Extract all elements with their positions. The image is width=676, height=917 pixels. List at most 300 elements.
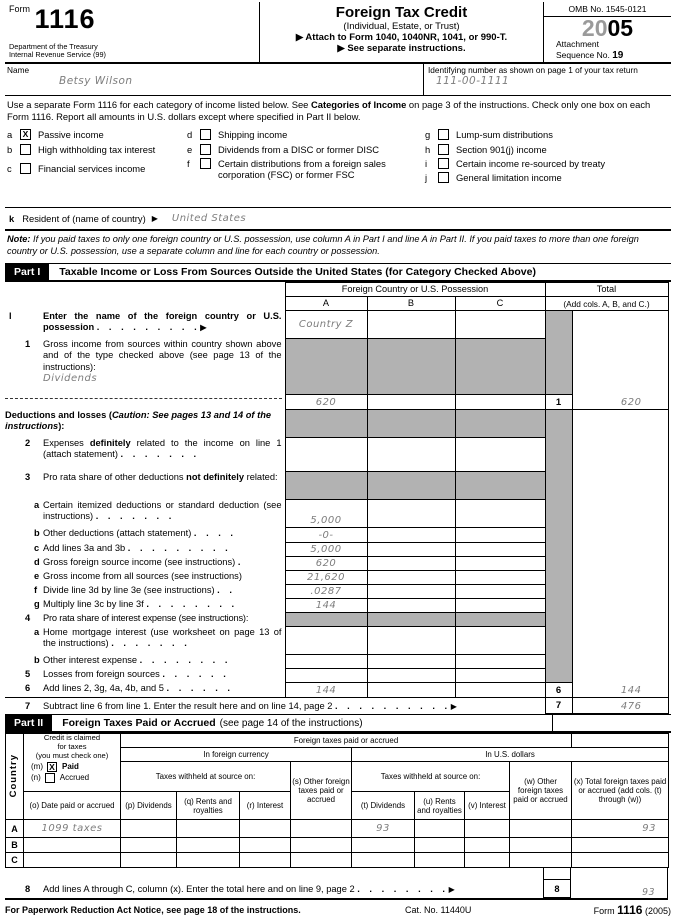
category-d-checkbox[interactable] xyxy=(200,129,211,140)
row-a-col-x[interactable] xyxy=(572,820,669,838)
category-i-letter: i xyxy=(425,158,428,169)
category-a-letter: a xyxy=(7,129,13,141)
line-3a-letter: a xyxy=(34,499,40,510)
category-d-label: Shipping income xyxy=(218,129,288,141)
line-4a-letter: a xyxy=(34,626,40,637)
catalog-number: Cat. No. 11440U xyxy=(405,905,472,916)
line-3b-letter: b xyxy=(34,527,40,538)
line-1-dashed-rule xyxy=(5,397,282,399)
line-1-total-value: 620 xyxy=(620,397,642,409)
deductions-heading-caution: Caution: See pages 13 and 14 of the instructions xyxy=(5,409,272,432)
line-2-col-c[interactable] xyxy=(455,438,545,472)
line-7-total-value: 476 xyxy=(620,701,642,713)
row-a-date-paid-value: 1099 taxes xyxy=(41,823,103,835)
line-8 xyxy=(5,879,668,900)
omb-block xyxy=(543,2,671,62)
form-title-block xyxy=(260,2,543,62)
line-1-desc xyxy=(5,339,285,395)
line-3e-col-a-value: 21,620 xyxy=(307,572,345,584)
line-3-heading xyxy=(5,472,285,500)
line-7-number: 7 xyxy=(25,700,31,711)
category-g-checkbox[interactable] xyxy=(438,129,449,140)
line-3d-desc xyxy=(5,557,285,571)
withheld-us-header: Taxes withheld at source on: xyxy=(352,762,510,792)
name-label: Name xyxy=(7,65,30,75)
line-3d-text: Gross foreign source income (see instructions) xyxy=(43,556,236,567)
deductions-heading-close: ): xyxy=(58,421,65,432)
line-3c-col-a[interactable] xyxy=(285,543,367,557)
category-g xyxy=(423,129,671,140)
line-8-total-value: 93 xyxy=(642,887,655,899)
line-1-col-a-value: 620 xyxy=(315,397,337,409)
line-6-desc xyxy=(5,683,285,698)
form-footer-year: (2005) xyxy=(644,906,671,917)
line-k xyxy=(5,207,671,231)
line-4a-text: Home mortgage interest (use worksheet on page 13 of the instructions) xyxy=(43,626,282,649)
line-3d-dots: . xyxy=(237,556,242,567)
line-3b-dots: . . . . xyxy=(193,527,234,538)
line-4a-dots: . . . . . . . xyxy=(111,638,188,649)
line-6-number: 6 xyxy=(25,682,31,693)
line-6-box: 6 xyxy=(545,683,572,698)
form-footer-id xyxy=(535,903,671,917)
line-3e-col-c[interactable] xyxy=(455,571,545,585)
line-3g-col-b[interactable] xyxy=(367,599,455,613)
category-j xyxy=(423,172,671,183)
part1-table xyxy=(5,282,669,714)
intro-text-bold: Categories of Income xyxy=(310,99,407,110)
line-2-number: 2 xyxy=(25,437,31,448)
form-number: 1116 xyxy=(34,4,96,34)
paid-label: Paid xyxy=(62,762,79,771)
row-c-col-w[interactable] xyxy=(510,853,572,868)
line-4-number: 4 xyxy=(25,612,31,623)
accrued-label: Accrued xyxy=(59,773,90,782)
row-c-col-p[interactable] xyxy=(121,853,177,868)
total-subheader: (Add cols. A, B, and C.) xyxy=(545,297,668,311)
line-l-col-a-value: Country Z xyxy=(298,318,354,330)
line-1-box: 1 xyxy=(545,395,572,410)
line-6-text: Add lines 2, 3g, 4a, 4b, and 5 xyxy=(43,682,164,693)
line-4b-letter: b xyxy=(34,654,40,665)
category-b-checkbox[interactable] xyxy=(20,144,31,155)
category-b-letter: b xyxy=(7,143,13,155)
line-6-total-value: 144 xyxy=(620,685,642,697)
category-checkboxes xyxy=(5,125,671,207)
category-column-1 xyxy=(5,129,185,205)
line-8-dots: . . . . . . . . xyxy=(357,883,446,894)
line-7-text: Subtract line 6 from line 1. Enter the result here and on line 14, page 2 xyxy=(43,700,333,711)
line-4b-col-c[interactable] xyxy=(455,655,545,669)
line-l-number: l xyxy=(9,310,12,321)
category-g-label: Lump-sum distributions xyxy=(456,129,553,141)
row-a-col-t-value: 93 xyxy=(376,823,390,835)
row-b-col-r[interactable] xyxy=(240,838,291,853)
category-e-letter: e xyxy=(187,143,193,155)
row-c-label: C xyxy=(6,853,24,868)
line-k-value[interactable]: United States xyxy=(171,213,247,225)
form-footer-pre: Form xyxy=(593,906,615,917)
line-3c-col-c[interactable] xyxy=(455,543,545,557)
line-1-number: 1 xyxy=(25,338,31,349)
in-us-dollars-header: In U.S. dollars xyxy=(352,748,669,762)
line-8-total[interactable] xyxy=(571,879,668,898)
line-4a-col-b[interactable] xyxy=(367,627,455,655)
line-2-desc xyxy=(5,438,285,472)
category-a-label: Passive income xyxy=(38,129,104,141)
identifying-number-label: Identifying number as shown on page 1 of your tax return xyxy=(428,65,638,75)
line-1-col-c[interactable] xyxy=(455,395,545,410)
line-3f-letter: f xyxy=(34,584,38,595)
row-a-col-u[interactable] xyxy=(415,820,465,838)
part2-title-note: (see page 14 of the instructions) xyxy=(219,717,363,729)
note-label: Note: xyxy=(7,234,31,245)
line-3a-col-a-value: 5,000 xyxy=(310,515,342,527)
row-a-label: A xyxy=(6,820,24,838)
col-q-header: (q) Rents and royalties xyxy=(177,792,240,820)
category-e-checkbox[interactable] xyxy=(200,144,211,155)
line-8-text: Add lines A through C, column (x). Enter the total here and on line 9, page 2 xyxy=(43,883,355,894)
category-h-label: Section 901(j) income xyxy=(456,143,547,155)
line-1-shaded-b xyxy=(367,339,455,395)
row-a-col-p[interactable] xyxy=(121,820,177,838)
line-3f-text: Divide line 3d by line 3e (see instructions) xyxy=(43,584,215,595)
row-b-col-t[interactable] xyxy=(352,838,415,853)
row-a-date-paid[interactable] xyxy=(24,820,121,838)
line-7-box: 7 xyxy=(545,698,572,714)
line-3c-text: Add lines 3a and 3b xyxy=(43,542,126,553)
category-h-checkbox[interactable] xyxy=(438,144,449,155)
category-c-checkbox[interactable] xyxy=(20,163,31,174)
column-c-header: C xyxy=(455,297,545,311)
line-3a-col-a[interactable] xyxy=(285,500,367,528)
col-w-header: (w) Other foreign taxes paid or accrued xyxy=(510,762,572,820)
line-2-text-1: Expenses xyxy=(43,437,90,448)
line-l-col-b[interactable] xyxy=(367,311,455,339)
attachment-sequence xyxy=(544,40,671,61)
foreign-taxes-span-header: Foreign taxes paid or accrued xyxy=(121,734,572,748)
category-e xyxy=(185,144,423,155)
line-3c-col-b[interactable] xyxy=(367,543,455,557)
form-label: Form xyxy=(9,4,30,14)
line-3c-letter: c xyxy=(34,542,40,553)
line-l-desc xyxy=(5,311,285,339)
column-b-header: B xyxy=(367,297,455,311)
line-4b-col-b[interactable] xyxy=(367,655,455,669)
name-field[interactable] xyxy=(5,64,423,95)
line-l-text: Enter the name of the foreign country or U.S. possession xyxy=(43,310,282,333)
identifying-number-value[interactable]: 111-00-1111 xyxy=(436,75,510,87)
form-subtitle: (Individual, Estate, or Trust) xyxy=(343,21,460,32)
deductions-heading xyxy=(5,410,285,438)
line-3b-col-c[interactable] xyxy=(455,528,545,543)
category-a-checkbox[interactable]: X xyxy=(20,129,31,140)
category-c-letter: c xyxy=(7,163,12,174)
line-2-text-2: related to the income on line 1 (attach statement) xyxy=(43,437,282,460)
column-a-header: A xyxy=(285,297,367,311)
line-3f-desc xyxy=(5,585,285,599)
col-p-header: (p) Dividends xyxy=(121,792,177,820)
category-j-letter: j xyxy=(425,172,428,184)
line-3b-col-a[interactable] xyxy=(285,528,367,543)
line-5-col-a[interactable] xyxy=(285,669,367,683)
tax-year xyxy=(544,17,671,40)
line-3a-col-c[interactable] xyxy=(455,500,545,528)
part1-label: Part I xyxy=(5,264,49,280)
foreign-taxes-span-empty xyxy=(572,734,669,748)
paid-option-letter: (m) xyxy=(31,762,43,771)
line-2-col-a[interactable] xyxy=(285,438,367,472)
deductions-heading-text: Deductions and losses ( xyxy=(5,409,112,420)
line-3a-dots: . . . . . . . xyxy=(95,511,173,522)
category-d xyxy=(185,129,423,140)
category-f-letter: f xyxy=(187,158,190,169)
page-footer xyxy=(5,900,671,917)
row-b-col-x[interactable] xyxy=(572,838,669,853)
line-3f-col-a[interactable] xyxy=(285,585,367,599)
credit-claimed-line2: for taxes xyxy=(57,742,87,752)
line-l-col-a[interactable] xyxy=(285,311,367,339)
identity-row xyxy=(5,64,671,96)
in-foreign-currency-header: In foreign currency xyxy=(121,748,352,762)
row-a-col-w[interactable] xyxy=(510,820,572,838)
col-u-header: (u) Rents and royalties xyxy=(415,792,465,820)
paperwork-notice: For Paperwork Reduction Act Notice, see page 18 of the instructions. xyxy=(5,905,301,916)
tax-year-prefix: 20 xyxy=(581,15,608,41)
see-instruction: ▶ See separate instructions. xyxy=(337,43,466,54)
row-c-col-t[interactable] xyxy=(352,853,415,868)
line-5-col-b[interactable] xyxy=(367,669,455,683)
line-3g-col-c[interactable] xyxy=(455,599,545,613)
line-3f-dots: . . xyxy=(217,584,233,595)
agency-line2: Internal Revenue Service (99) xyxy=(9,50,106,60)
row-a-col-r[interactable] xyxy=(240,820,291,838)
line-3d-col-a-value: 620 xyxy=(315,558,337,570)
name-value[interactable]: Betsy Wilson xyxy=(59,75,133,87)
line-2-col-b[interactable] xyxy=(367,438,455,472)
row-c-col-x[interactable] xyxy=(572,853,669,868)
col-x-header: (x) Total foreign taxes paid or accrued (add cols. (t) through (w)) xyxy=(572,762,669,820)
line-7-dots: . . . . . . . . . . xyxy=(335,700,449,711)
line-3g-text: Multiply line 3c by line 3f xyxy=(43,598,144,609)
category-c xyxy=(5,163,185,174)
category-g-letter: g xyxy=(425,129,431,141)
row-a-col-q[interactable] xyxy=(177,820,240,838)
line-3-text-1: Pro rata share of other deductions xyxy=(43,471,187,482)
line-3d-letter: d xyxy=(34,556,40,567)
part2-label: Part II xyxy=(5,715,52,731)
line-4b-dots: . . . . . . . . xyxy=(139,654,229,665)
col-s-header: (s) Other foreign taxes paid or accrued xyxy=(291,762,352,820)
part2-bar-divider xyxy=(552,715,671,731)
country-row-a xyxy=(6,820,669,838)
category-column-2 xyxy=(185,129,423,205)
line-3f-col-c[interactable] xyxy=(455,585,545,599)
category-a xyxy=(5,129,185,140)
row-c-col-u[interactable] xyxy=(415,853,465,868)
category-c-label: Financial services income xyxy=(38,163,146,174)
line-l-dots: . . . . . . . . . xyxy=(96,322,198,333)
row-c-col-q[interactable] xyxy=(177,853,240,868)
line-3-text-bold: not definitely xyxy=(186,471,245,482)
part2-title: Foreign Taxes Paid or Accrued xyxy=(62,717,216,730)
row-c-col-s[interactable] xyxy=(291,853,352,868)
line-3g-col-a[interactable] xyxy=(285,599,367,613)
line-3d-col-a[interactable] xyxy=(285,557,367,571)
line-k-arrow: ▶ xyxy=(151,214,158,224)
line-1-col-a[interactable] xyxy=(285,395,367,410)
line-3b-desc xyxy=(5,528,285,543)
category-i-checkbox[interactable] xyxy=(438,158,449,169)
withheld-fc-header: Taxes withheld at source on: xyxy=(121,762,291,792)
form-number-block xyxy=(5,2,260,62)
accrued-checkbox[interactable] xyxy=(45,773,55,783)
attach-instruction: ▶ Attach to Form 1040, 1040NR, 1041, or 990-T. xyxy=(295,32,508,43)
credit-claimed-line1: Credit is claimed xyxy=(43,733,101,743)
part1-title: Taxable Income or Loss From Sources Outside the United States (for Category Checked Above) xyxy=(59,266,536,279)
line-2-dots: . . . . . . . xyxy=(120,449,198,460)
row-a-col-s[interactable] xyxy=(291,820,352,838)
line-3a-text: Certain itemized deductions or standard deduction (see instructions) xyxy=(43,499,282,522)
note-paragraph xyxy=(5,231,671,263)
category-column-3 xyxy=(423,129,671,205)
part2-table xyxy=(5,733,669,868)
line-3d-col-b[interactable] xyxy=(367,557,455,571)
line-1-shaded-c xyxy=(455,339,545,395)
category-i-label: Certain income re-sourced by treaty xyxy=(456,158,606,169)
line-l-arrow: ▶ xyxy=(200,323,207,333)
line-3g-col-a-value: 144 xyxy=(315,600,337,612)
category-h xyxy=(423,144,671,155)
credit-claimed-line3: (you must check one) xyxy=(35,750,109,760)
line-4b-text: Other interest expense xyxy=(43,654,138,665)
line-4b-desc xyxy=(5,655,285,669)
line-1-shaded-a xyxy=(285,339,367,395)
line-4b-col-a[interactable] xyxy=(285,655,367,669)
intro-text-2: on page 3 of the instructions. Check only one box on each Form 1116. Report all amounts in U.S. dollars except where specified in Part II below. xyxy=(7,99,651,123)
row-c-col-v[interactable] xyxy=(465,853,510,868)
line-1-total[interactable] xyxy=(572,395,668,410)
line-1-col-b[interactable] xyxy=(367,395,455,410)
line-3d-col-c[interactable] xyxy=(455,557,545,571)
line-3g-letter: g xyxy=(34,598,40,609)
agency-block xyxy=(9,43,106,61)
line-1-text: Gross income from sources within country shown above and of the type checked above (see page 13 of the instructions): xyxy=(43,338,282,372)
line-3e-desc xyxy=(5,571,285,585)
line-8-arrow: ▶ xyxy=(448,884,455,894)
row-b-label: B xyxy=(6,838,24,853)
col-v-header: (v) Interest xyxy=(465,792,510,820)
agency-line1: Department of the Treasury xyxy=(9,41,98,51)
row-b-col-w[interactable] xyxy=(510,838,572,853)
line-7-total[interactable] xyxy=(572,698,668,714)
line-6-total[interactable] xyxy=(572,683,668,698)
row-b-col-u[interactable] xyxy=(415,838,465,853)
row-b-col-q[interactable] xyxy=(177,838,240,853)
row-b-col-p[interactable] xyxy=(121,838,177,853)
category-j-checkbox[interactable] xyxy=(438,172,449,183)
line-6-col-a[interactable] xyxy=(285,683,367,698)
sequence-number: 19 xyxy=(612,49,624,61)
line-4-text: Pro rata share of interest expense (see instructions): xyxy=(43,612,249,623)
line-3g-desc xyxy=(5,599,285,613)
line-3b-col-a-value: -0- xyxy=(318,530,334,542)
accrued-option-letter: (n) xyxy=(31,773,41,782)
row-a-col-v[interactable] xyxy=(465,820,510,838)
part1-bar xyxy=(5,263,671,282)
country-row-b xyxy=(6,838,669,853)
line-3a-col-b[interactable] xyxy=(367,500,455,528)
line-5-desc xyxy=(5,669,285,683)
line-6-col-a-value: 144 xyxy=(315,685,337,697)
line-3f-col-b[interactable] xyxy=(367,585,455,599)
row-b-date-paid[interactable] xyxy=(24,838,121,853)
intro-text-1: Use a separate Form 1116 for each category of income listed below. See xyxy=(7,99,311,110)
part2-bar xyxy=(5,714,671,733)
category-h-letter: h xyxy=(425,143,431,155)
omb-number: OMB No. 1545-0121 xyxy=(544,2,671,17)
line-3a-desc xyxy=(5,500,285,528)
line-5-number: 5 xyxy=(25,668,31,679)
row-b-col-v[interactable] xyxy=(465,838,510,853)
line-4a-col-c[interactable] xyxy=(455,627,545,655)
form-title: Foreign Tax Credit xyxy=(335,4,468,21)
paid-checkbox[interactable]: X xyxy=(47,762,57,772)
row-b-col-s[interactable] xyxy=(291,838,352,853)
category-f xyxy=(185,158,423,181)
row-a-col-t[interactable] xyxy=(352,820,415,838)
line-3g-dots: . . . . . . . . xyxy=(146,598,236,609)
country-row-c xyxy=(6,853,669,868)
note-text: If you paid taxes to only one foreign country or U.S. possession, use column A in Part I and line A in Part II. If you paid taxes to more than one foreign country or U.S. possession, use a separate column and line for each country or possession. xyxy=(7,234,639,257)
line-7-desc xyxy=(5,698,545,714)
line-3b-col-b[interactable] xyxy=(367,528,455,543)
line-2-text-bold: definitely xyxy=(89,437,131,448)
line-6-col-b[interactable] xyxy=(367,683,455,698)
paid-option xyxy=(25,762,119,772)
line-3c-col-a-value: 5,000 xyxy=(310,544,342,556)
attachment-label: Attachment xyxy=(556,39,599,49)
identifying-number-field[interactable] xyxy=(423,64,671,95)
category-i xyxy=(423,158,671,169)
part1-header-group: Foreign Country or U.S. Possession xyxy=(285,283,545,297)
form-header xyxy=(5,2,671,64)
col-r-header: (r) Interest xyxy=(240,792,291,820)
row-c-date-paid[interactable] xyxy=(24,853,121,868)
line-5-text: Losses from foreign sources xyxy=(43,668,160,679)
row-a-col-x-value: 93 xyxy=(642,823,657,835)
line-5-col-c[interactable] xyxy=(455,669,545,683)
line-3e-col-b[interactable] xyxy=(367,571,455,585)
category-d-letter: d xyxy=(187,129,193,141)
line-3-text-2: related: xyxy=(244,471,278,482)
line-4a-col-a[interactable] xyxy=(285,627,367,655)
line-8-gap xyxy=(5,868,668,879)
category-b-label: High withholding tax interest xyxy=(38,143,156,155)
line-6-col-c[interactable] xyxy=(455,683,545,698)
line-1-written-entry[interactable]: Dividends xyxy=(43,372,98,384)
country-column-label: Country xyxy=(6,734,24,820)
line-7-arrow: ▶ xyxy=(450,701,457,711)
line-l-col-c[interactable] xyxy=(455,311,545,339)
category-f-checkbox[interactable] xyxy=(200,158,211,169)
tax-year-suffix: 05 xyxy=(607,15,634,41)
row-c-col-r[interactable] xyxy=(240,853,291,868)
line-3e-col-a[interactable] xyxy=(285,571,367,585)
part1-header-total: Total xyxy=(545,283,668,297)
form-footer-number: 1116 xyxy=(617,903,643,917)
line-4-heading xyxy=(5,613,285,627)
